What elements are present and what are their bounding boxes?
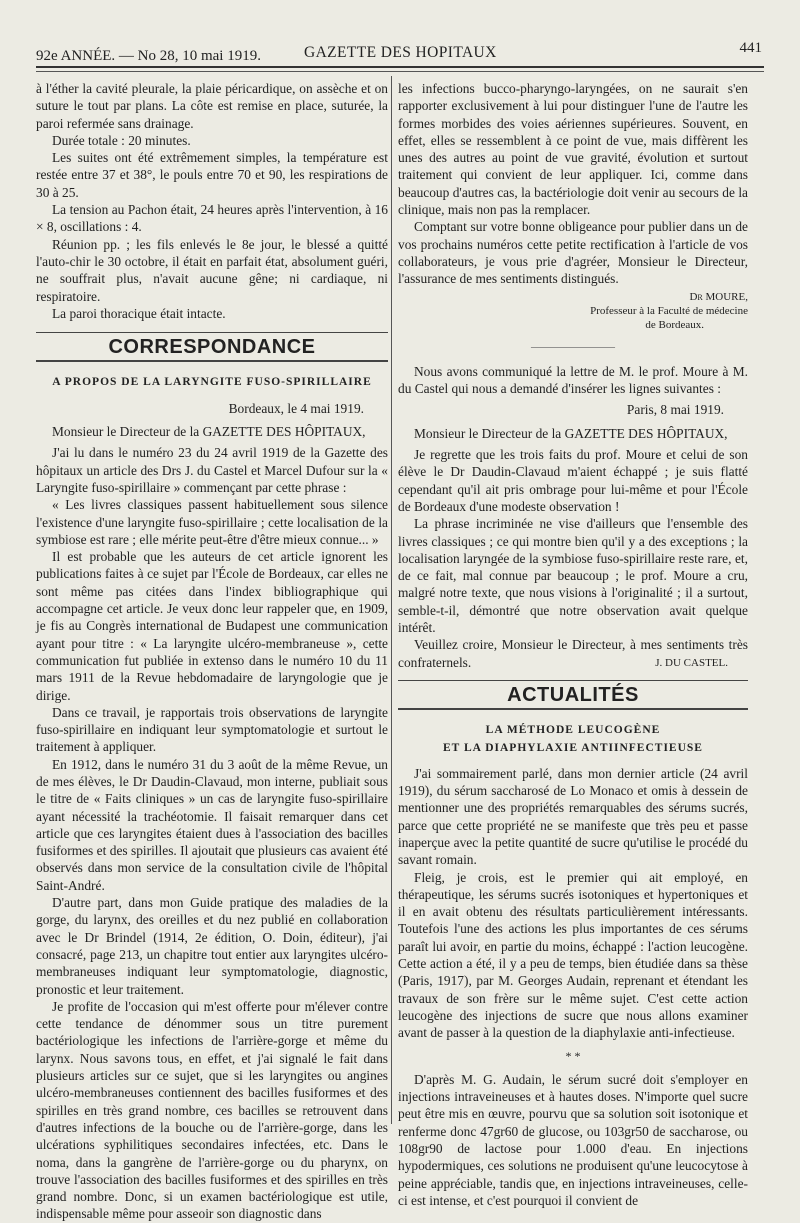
paragraph: les infections bucco-pharyngo-laryngées, on ne saurait s'en rapporter exclusivement à lui pour distinguer l'une de l'autre les formes morbides des voies aériennes supérieures. Souvent, en effet, elles se ressemblent à ce point de vue, mais diffèrent les unes des autres au point de vue gravité, évolution et surtout traitement qui convient de leur appliquer. Ici, comme dans beaucoup d'autres cas, la bactériologie doit venir au secours de la clinique, mais non pas la remplacer. [398,81,748,218]
signature-du-castel: J. DU CASTEL. [655,656,728,669]
signature-name: Dr MOURE, [689,290,748,303]
paragraph: à l'éther la cavité pleurale, la plaie péricardique, on assèche et on suture le tout par plans. La côte est remise en place, suturée, la paroi refermée sans drainage. [36,81,388,131]
paragraph: Nous avons communiqué la lettre de M. le prof. Moure à M. du Castel qui nous a demandé d'insérer les lignes suivantes : [398,363,748,397]
left-column [36,80,388,1223]
paragraph: Je regrette que les trois faits du prof. Moure et celui de son élève le Dr Daudin-Clavaud m'aient échappé ; je suis flatté cependant qu'il ait pris ombrage pour lui-même et pour l'École de Bordeaux d'une modeste observation ! [398,447,748,514]
paragraph: Fleig, je crois, est le premier qui ait employé, en thérapeutique, les sérums sucrés isotoniques et hypertoniques et il en avait obtenu des résultats particulièrement intéressants. Toutefois l'une des actions les plus importantes de ces sérums paraît lui avoir, en partie du moins, échappé : l'action leucogène. Cette action a été, il y a peu de temps, bien étudiée dans sa thèse (Paris, 1917), par M. Georges Audain, reprenant et étendant les travaux de son frère sur le même sujet. C'est cette action leucogène des injections de sucre que nous allons examiner avant de passer à la question de la diaphylaxie anti-infectieuse. [398,869,748,1041]
journal-title: GAZETTE DES HOPITAUX [304,44,497,61]
paragraph: Durée totale : 20 minutes. [52,132,191,148]
paragraph: La tension au Pachon était, 24 heures après l'intervention, à 16 × 8, oscillations : 4. [36,202,388,235]
paragraph: Je profite de l'occasion qui m'est offerte pour m'élever contre cette tendance de dénommer sous un titre purement bactériologique les infections de l'arrière-gorge et même du larynx. Nous savons tous, en effet, et j'ai signalé le fait dans plusieurs articles sur ce sujet, que si les laryngites ou angines ulcéro-membraneuses contiennent des bacilles fusiformes et des spirilles en très grand nombre, ces bacilles se retrouvent dans d'autres infections de la bouche ou de l'arrière-gorge, dans les ulcérations syphilitiques secondaires infectées, etc. Dans le noma, dans la gangrène de l'arrière-gorge ou du pharynx, on trouve l'association des bacilles fusiformes et des spirilles en très grand nombre. Donc, si un examen bactériologique est utile, indispensable même pour asseoir son diagnostic dans [36,998,388,1222]
signature-title: de Bordeaux. [645,318,704,331]
subsection-title: LA MÉTHODE LEUCOGÈNE [485,724,661,737]
paragraph: La paroi thoracique était intacte. [52,305,226,321]
paragraph: Veuillez croire, Monsieur le Directeur, à mes sentiments très confraternels. [398,637,748,670]
page-header [36,40,762,62]
paragraph: D'autre part, dans mon Guide pratique des maladies de la gorge, du larynx, des oreilles et du nez publié en collaboration avec le Dr Brindel (1914, 2e édition, O. Doin, éditeur), j'ai consacré, page 213, un chapitre tout entier aux laryngites ulcéro-membraneuses indiquant leur symptomatologie, diagnostic, pronostic et leur traitement. [36,895,388,997]
right-column [398,80,748,1209]
signature-title: Professeur à la Faculté de médecine [590,304,748,317]
header-rule [36,66,764,68]
dateline: Bordeaux, le 4 mai 1919. [228,400,364,416]
salutation: Monsieur le Directeur de la GAZETTE DES HÔPITAUX, [414,425,728,441]
signature-moure [398,290,748,332]
paragraph: Il est probable que les auteurs de cet article ignorent les publications faites à ce sujet par l'École de Bordeaux, car elles ne sont même pas citées dans l'index bibliographique qui accompagne cet article. Je veux donc leur rappeler que, en 1909, je fis au Congrès international de Budapest une communication ayant pour titre : « La laryngite ulcéro-membraneuse », cette communication fut publiée in extenso dans le numéro 10 du 11 mars 1911 de la Revue hebdomadaire de laryngologie que je dirige. [36,549,388,703]
issue-info: 92e ANNÉE. — No 28, 10 mai 1919. [36,48,261,64]
header-rule-thin [36,71,764,72]
section-stars: * * [565,1048,581,1063]
paragraph: La phrase incriminée ne vise d'ailleurs que l'ensemble des livres classiques ; ce qui montre bien qu'il y a des exceptions ; la localisation laryngée de la symbiose fuso-spirillaire reste rare, et, de ce fait, mal connue par beaucoup ; le prof. Moure a cru, malgré notre texte, que nous visions à l'originalité ; il a surtout, semble-t-il, démontré que notre observation avait quelque intérêt. [398,516,748,636]
paragraph: J'ai sommairement parlé, dans mon dernier article (24 avril 1919), du sérum saccharosé de Lo Monaco et omis à dessein de mentionner une des propriétés remarquables des sérums sucrés, parce que cette propriété ne se manifeste que très peu et passe inaperçue avec la petite quantité de sucre qu'utilise le procédé du savant romain. [398,765,748,868]
page-number: 441 [739,40,762,56]
paragraph: En 1912, dans le numéro 31 du 3 août de la même Revue, un de mes élèves, le Dr Daudin-Clavaud, mon interne, publiait sous le titre de « Faits cliniques » un cas de laryngite fuso-spirillaire ayant nécessité la trachéotomie. Il faisait remarquer dans cet article que ces laryngites étaient dues à l'association des bacilles fusiformes et des spirilles. Il ajoutait que plusieurs cas avaient été observés dans mon service de la consultation civile de l'hôpital Saint-André. [36,756,388,893]
column-divider [391,76,392,1124]
paragraph: Comptant sur votre bonne obligeance pour publier dans un de vos prochains numéros cette petite rectification à l'article de vos collaborateurs, je vous prie d'agréer, Monsieur le Directeur, l'assurance de mes sentiments distingués. [398,219,748,287]
subsection-title: A PROPOS DE LA LARYNGITE FUSO-SPIRILLAIRE [52,376,372,389]
paragraph: Réunion pp. ; les fils enlevés le 8e jour, le blessé a quitté l'auto-chir le 30 octobre, il était en parfait état, absolument guéri, ne souffrait plus, n'avait aucune gêne; ni cardiaque, ni respiratoire. [36,236,388,304]
dateline: Paris, 8 mai 1919. [626,402,724,418]
paragraph: Les suites ont été extrêmement simples, la température est restée entre 37 et 38°, le pouls entre 70 et 90, les respirations de 30 à 25. [36,150,388,200]
section-title-correspondance: CORRESPONDANCE [108,336,316,359]
subsection-title: ET LA DIAPHYLAXIE ANTIINFECTIEUSE [443,741,703,754]
paragraph: Dans ce travail, je rapportais trois observations de laryngite fuso-spirillaire en indiquant leur symptomatologie et surtout le traitement à appliquer. [36,704,388,755]
separator: ——————— [531,338,615,353]
paragraph: D'après M. G. Audain, le sérum sucré doit s'employer en injections intraveineuses et à hautes doses. N'importe quel sucre peut être mis en œuvre, pourvu que sa solution soit isotonique et renferme donc 47gr60 de glucose, ou 103gr50 de saccharose, ou 108gr90 de lactose pour 1.000 d'eau. En injections hypodermiques, ces solutions ne produisent qu'une leucocytose à peine appréciable, tandis que, en injections intraveineuses, celle-ci est intense, et c'est pourquoi il convient de [398,1071,748,1208]
quote: « Les livres classiques passent habituellement sous silence l'existence d'une laryngite fuso-spirillaire ; cette localisation de la symbiose est rare ; elle mérite peut-être d'être mieux connue... » [36,497,388,547]
section-title-actualites: ACTUALITÉS [507,683,639,706]
salutation: Monsieur le Directeur de la GAZETTE DES HÔPITAUX, [52,424,366,440]
paragraph: J'ai lu dans le numéro 23 du 24 avril 1919 de la Gazette des hôpitaux un article des Drs J. du Castel et Marcel Dufour sur la « Laryngite fuso-spirillaire » commençant par cette phrase : [36,445,388,495]
